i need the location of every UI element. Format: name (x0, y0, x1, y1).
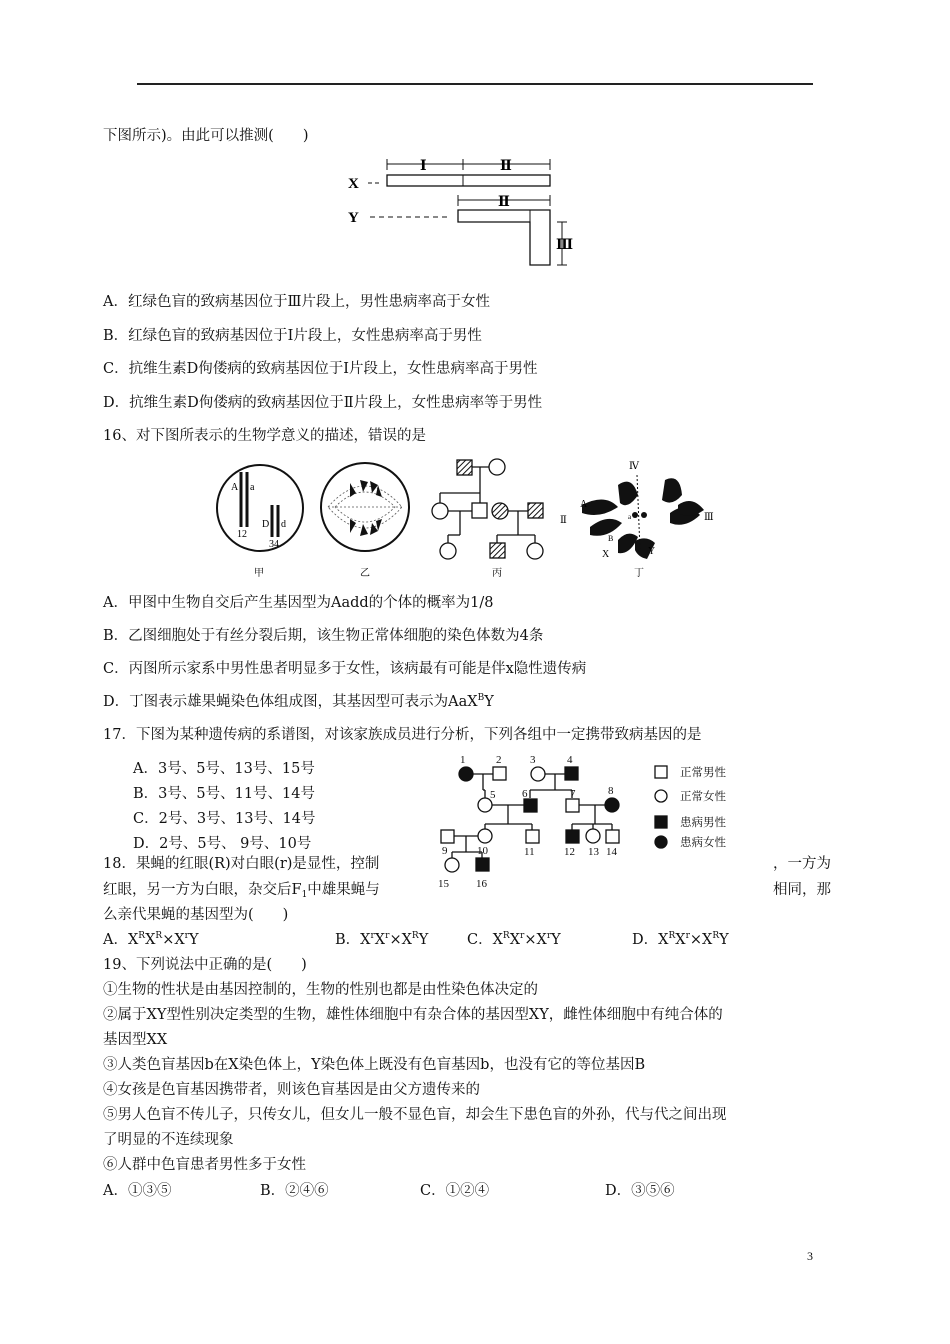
q18-opt-c: C．$X^RX^r\times X^rY$ (467, 931, 561, 948)
q18-line3: 么亲代果蝇的基因型为( ) (103, 907, 289, 923)
jia-allele-D: D (262, 519, 270, 530)
ped-num-14: 14 (606, 846, 617, 858)
q15-opt-d: D．抗维生素D佝偻病的致病基因位于Ⅱ片段上，女性患病率等于男性 (103, 395, 543, 411)
q19-item-2-cont: 基因型XX (103, 1032, 168, 1048)
q17-opt-a: A．3号、5号、13号、15号 (133, 761, 315, 777)
q19-item-5-cont: 了明显的不连续现象 (103, 1132, 234, 1148)
q16-opt-a: A．甲图中生物自交后产生基因型为Aadd的个体的概率为1/8 (103, 595, 494, 611)
jia-label: 甲 (254, 568, 264, 579)
q18-opt-d: D．$X^RX^r\times X^RY$ (632, 931, 729, 948)
ped-num-7: 7 (570, 788, 576, 800)
q19-item-5: ⑤男人色盲不传儿子，只传女儿，但女儿一般不显色盲，却会生下患色盲的外孙，代与代之间出现 (103, 1107, 727, 1123)
q16-opt-c: C．丙图所示家系中男性患者明显多于女性，该病最有可能是伴x隐性遗传病 (103, 661, 587, 677)
q19-item-2: ②属于XY型性别决定类型的生物，雄性体细胞中有杂合体的基因型XY，雌性体细胞中有纯合体的 (103, 1007, 723, 1023)
jia-num-34: 34 (269, 539, 279, 550)
ped-num-3: 3 (530, 754, 536, 766)
legend-normal-male: 正常男性 (680, 765, 726, 779)
seg3-label: Ⅲ (556, 238, 574, 253)
ding-III: Ⅲ (704, 512, 714, 523)
q17-pedigree (410, 752, 750, 892)
panel-bing-pedigree (432, 459, 543, 559)
q19-opt-c: C．①②④ (420, 1183, 490, 1199)
ped-num-16: 16 (476, 878, 487, 890)
panel-yi-cell (321, 463, 409, 579)
q15-opt-c: C．抗维生素D佝偻病的致病基因位于Ⅰ片段上，女性患病率高于男性 (103, 361, 538, 377)
panel-ding-chromosomes (582, 478, 704, 559)
q19-item-3: ③人类色盲基因b在X染色体上，Y染色体上既没有色盲基因b，也没有它的等位基因B (103, 1057, 646, 1073)
q19-opt-d: D．③⑤⑥ (605, 1183, 675, 1199)
page-number: 3 (807, 1249, 813, 1263)
ped-num-5: 5 (490, 789, 496, 801)
jia-allele-A: A (231, 482, 239, 493)
legend-affected-male: 患病男性 (680, 815, 726, 829)
xy-chromosome-diagram (340, 150, 580, 270)
q19-opt-b: B．②④⑥ (260, 1183, 329, 1199)
ding-Y: Y (648, 546, 656, 557)
q16-opt-d: D．丁图表示雄果蝇染色体组成图，其基因型可表示为AaX$^B$Y (103, 693, 494, 710)
ped-num-13: 13 (588, 846, 599, 858)
q17-opt-c: C．2号、3号、13号、14号 (133, 811, 316, 827)
q17-stem: 17．下图为某种遗传病的系谱图，对该家族成员进行分析，下列各组中一定携带致病基因的是 (103, 727, 702, 743)
q19-item-6: ⑥人群中色盲患者男性多于女性 (103, 1157, 306, 1173)
ding-B: B (608, 534, 614, 543)
seg2b-label: Ⅱ (498, 195, 510, 210)
ding-X: X (602, 549, 610, 560)
q18-line1-end: ，一方为 (773, 856, 831, 872)
ped-num-9: 9 (442, 845, 448, 857)
q18-line2-end: 相同，那 (773, 882, 831, 898)
ding-II: Ⅱ (560, 515, 567, 526)
ped-num-15: 15 (438, 878, 449, 890)
ding-label: 丁 (634, 568, 644, 579)
ped-num-1: 1 (460, 754, 466, 766)
ped-num-2: 2 (496, 754, 502, 766)
jia-allele-a: a (250, 482, 255, 493)
q18-line2: 红眼，另一方为白眼，杂交后$F_1$中雄果蝇与 (103, 882, 380, 900)
x-label: X (348, 176, 359, 192)
q18-line1: 18．果蝇的红眼(R)对白眼(r)是显性，控制 (103, 856, 380, 872)
q18-opt-a: A．$X^RX^R\times X^rY$ (103, 931, 199, 948)
ped-num-4: 4 (567, 754, 573, 766)
legend-affected-female: 患病女性 (680, 835, 726, 849)
q19-item-1: ①生物的性状是由基因控制的，生物的性别也都是由性染色体决定的 (103, 982, 538, 998)
q19-opt-a: A．①③⑤ (103, 1183, 172, 1199)
q19-item-4: ④女孩是色盲基因携带者，则该色盲基因是由父方遗传来的 (103, 1082, 480, 1098)
ped-num-10: 10 (477, 845, 488, 857)
q15-tail: 下图所示)。由此可以推测( ) (103, 128, 309, 144)
seg2-label: Ⅱ (500, 159, 512, 174)
ped-num-8: 8 (608, 785, 614, 797)
q16-stem: 16、对下图所表示的生物学意义的描述，错误的是 (103, 428, 426, 444)
q15-opt-b: B．红绿色盲的致病基因位于Ⅰ片段上，女性患病率高于男性 (103, 328, 482, 344)
ped-num-12: 12 (564, 846, 575, 858)
q15-opt-a: A．红绿色盲的致病基因位于Ⅲ片段上，男性患病率高于女性 (103, 294, 490, 310)
y-label: Y (348, 210, 359, 226)
ped-num-6: 6 (522, 788, 528, 800)
q16-figure (210, 455, 720, 580)
legend-normal-female: 正常女性 (680, 789, 726, 803)
seg1-label: Ⅰ (420, 159, 427, 174)
q18-opt-b: B．$X^rX^r\times X^RY$ (335, 931, 429, 948)
bing-label: 丙 (492, 568, 502, 579)
q17-opt-b: B．3号、5号、11号、14号 (133, 786, 316, 802)
ped-num-11: 11 (524, 846, 535, 858)
ding-IV: Ⅳ (629, 461, 639, 472)
q19-stem: 19、下列说法中正确的是( ) (103, 957, 307, 973)
ding-A: A (580, 499, 588, 510)
q17-opt-d: D．2号、5号、 9号、10号 (133, 836, 312, 852)
q16-opt-b: B．乙图细胞处于有丝分裂后期，该生物正常体细胞的染色体数为4条 (103, 628, 544, 644)
jia-allele-d: d (281, 519, 286, 530)
header-rule (137, 83, 813, 85)
jia-num-12: 12 (237, 529, 247, 540)
yi-label: 乙 (360, 568, 370, 579)
ding-a: a (628, 513, 632, 521)
panel-jia-cell (217, 465, 303, 579)
